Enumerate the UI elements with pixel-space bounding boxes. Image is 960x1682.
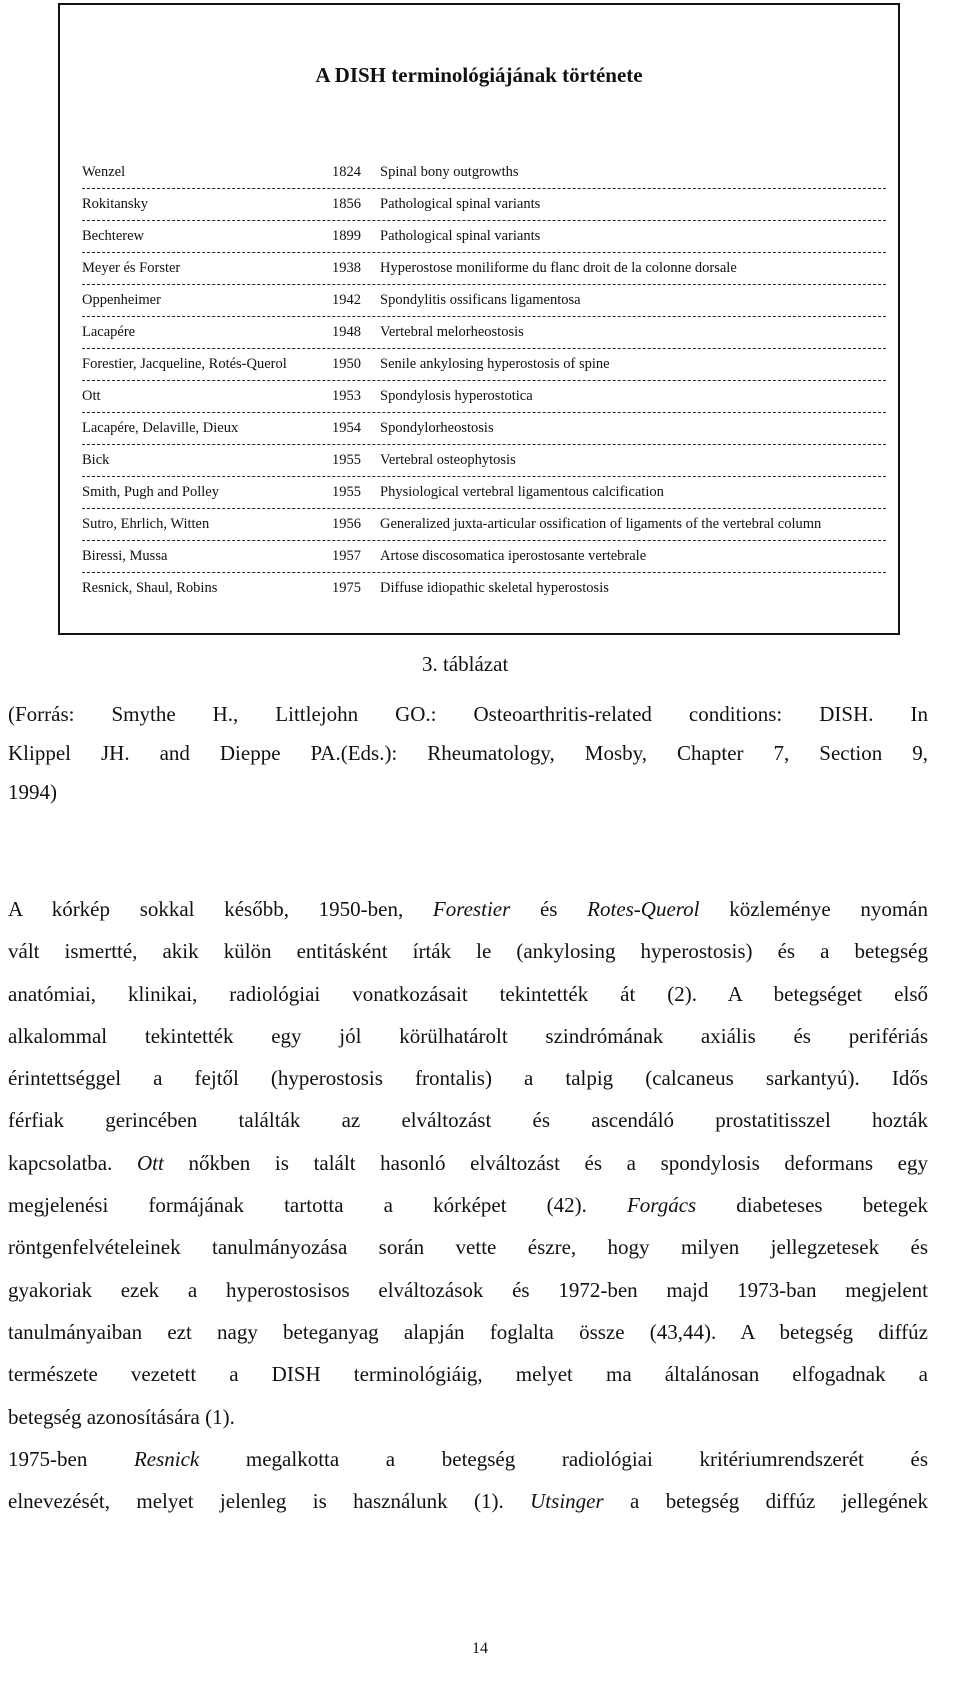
author-cell: Lacapére, Delaville, Dieux bbox=[82, 420, 239, 436]
text-line: kapcsolatba. Ott nőkben is talált hasonló elváltozást és a spondylosis deformans egy bbox=[8, 1150, 929, 1175]
author-cell: Rokitansky bbox=[82, 196, 149, 212]
page-number: 14 bbox=[472, 1640, 488, 1657]
table-row bbox=[82, 189, 886, 221]
table-row bbox=[82, 445, 886, 477]
table-row bbox=[82, 509, 886, 541]
author-name: Utsinger bbox=[530, 1489, 604, 1514]
table-row bbox=[82, 221, 886, 253]
text-line: röntgenfelvételeinek tanulmányozása során vette észre, hogy milyen jellegzetesek és bbox=[8, 1235, 928, 1260]
table-row bbox=[82, 285, 886, 317]
year-cell: 1942 bbox=[332, 292, 361, 308]
text-line: anatómiai, klinikai, radiológiai vonatkozásait tekintették át (2). A betegséget első bbox=[8, 981, 928, 1006]
year-cell: 1975 bbox=[332, 580, 361, 596]
author-name: Rotes-Querol bbox=[587, 897, 700, 921]
body-text bbox=[8, 888, 928, 1522]
term-cell: Pathological spinal variants bbox=[380, 228, 541, 244]
term-cell: Spondylitis ossificans ligamentosa bbox=[380, 292, 581, 308]
author-cell: Oppenheimer bbox=[82, 292, 161, 308]
text-line: elnevezését, melyet jelenleg is használunk (1). Utsinger a betegség diffúz jellegének bbox=[8, 1489, 929, 1514]
text-line: tanulmányaiban ezt nagy beteganyag alapján foglalta össze (43,44). A betegség diffúz bbox=[8, 1319, 928, 1344]
author-cell: Sutro, Ehrlich, Witten bbox=[82, 516, 210, 532]
term-cell: Spondylosis hyperostotica bbox=[380, 388, 533, 404]
year-cell: 1824 bbox=[332, 164, 361, 180]
year-cell: 1955 bbox=[332, 452, 361, 468]
text-line: megjelenési formájának tartotta a kórképet (42). Forgács diabeteses betegek bbox=[8, 1193, 928, 1218]
term-cell: Vertebral osteophytosis bbox=[380, 452, 516, 468]
author-cell: Meyer és Forster bbox=[82, 260, 181, 276]
year-cell: 1856 bbox=[332, 196, 361, 212]
table-row bbox=[82, 413, 886, 445]
year-cell: 1955 bbox=[332, 484, 361, 500]
author-cell: Biressi, Mussa bbox=[82, 548, 168, 564]
term-cell: Senile ankylosing hyperostosis of spine bbox=[380, 356, 610, 372]
author-name: Resnick bbox=[133, 1446, 200, 1471]
term-cell: Generalized juxta-articular ossification of ligaments of the vertebral column bbox=[380, 516, 822, 532]
term-cell: Physiological vertebral ligamentous calcification bbox=[380, 484, 664, 500]
paragraph-1 bbox=[8, 888, 928, 1438]
term-cell: Artose discosomatica iperostosante vertebrale bbox=[380, 548, 647, 564]
year-cell: 1948 bbox=[332, 324, 361, 340]
table-row bbox=[82, 349, 886, 381]
author-cell: Resnick, Shaul, Robins bbox=[82, 580, 218, 596]
table-row bbox=[82, 253, 886, 285]
author-cell: Bechterew bbox=[82, 228, 144, 244]
table-row bbox=[82, 573, 886, 605]
year-cell: 1954 bbox=[332, 420, 361, 436]
year-cell: 1950 bbox=[332, 356, 361, 372]
source-line: (Forrás: Smythe H., Littlejohn GO.: Osteoarthritis-related conditions: DISH. In bbox=[8, 702, 928, 726]
author-cell: Lacapére bbox=[82, 324, 136, 340]
terminology-table bbox=[82, 157, 886, 605]
author-name: Forestier bbox=[432, 897, 511, 921]
author-cell: Smith, Pugh and Polley bbox=[82, 484, 219, 500]
author-cell: Wenzel bbox=[82, 164, 126, 180]
term-cell: Spondylorheostosis bbox=[380, 420, 494, 436]
table-row bbox=[82, 381, 886, 413]
year-cell: 1953 bbox=[332, 388, 361, 404]
text-line: természete vezetett a DISH terminológiáig, melyet ma általánosan elfogadnak a bbox=[8, 1362, 928, 1387]
paragraph-2 bbox=[8, 1438, 928, 1523]
author-cell: Ott bbox=[82, 388, 101, 404]
table-row bbox=[82, 317, 886, 349]
term-cell: Pathological spinal variants bbox=[380, 196, 541, 212]
table-caption: 3. táblázat bbox=[422, 652, 509, 676]
author-name: Forgács bbox=[626, 1193, 697, 1218]
year-cell: 1938 bbox=[332, 260, 361, 276]
table-row bbox=[82, 477, 886, 509]
text-line: alkalommal tekintették egy jól körülhatárolt szindrómának axiális és perifériás bbox=[8, 1023, 928, 1048]
table-row bbox=[82, 541, 886, 573]
author-cell: Forestier, Jacqueline, Rotés-Querol bbox=[82, 356, 287, 372]
author-name: Ott bbox=[137, 1150, 164, 1175]
year-cell: 1957 bbox=[332, 548, 361, 564]
year-cell: 1899 bbox=[332, 228, 361, 244]
text-line: vált ismertté, akik külön entitásként írták le (ankylosing hyperostosis) és a betegség bbox=[8, 939, 928, 964]
term-cell: Spinal bony outgrowths bbox=[380, 164, 519, 180]
table-title: A DISH terminológiájának története bbox=[315, 63, 643, 87]
source-line: Klippel JH. and Dieppe PA.(Eds.): Rheumatology, Mosby, Chapter 7, Section 9, bbox=[8, 741, 928, 765]
table-frame bbox=[58, 3, 900, 635]
text-line: betegség azonosítására (1). bbox=[8, 1404, 235, 1429]
text-line: A kórkép sokkal később, 1950-ben, Forestier és Rotes-Querol közleménye nyomán bbox=[8, 897, 929, 921]
author-cell: Bick bbox=[82, 452, 110, 468]
table-source bbox=[8, 695, 928, 812]
year-cell: 1956 bbox=[332, 516, 361, 532]
term-cell: Diffuse idiopathic skeletal hyperostosis bbox=[380, 580, 609, 596]
source-line: 1994) bbox=[8, 780, 57, 804]
text-line: férfiak gerincében találták az elváltozást és ascendáló prostatitisszel hozták bbox=[8, 1108, 928, 1133]
text-line: érintettséggel a fejtől (hyperostosis frontalis) a talpig (calcaneus sarkantyú). Idős bbox=[8, 1066, 928, 1091]
term-cell: Hyperostose moniliforme du flanc droit de la colonne dorsale bbox=[380, 260, 737, 276]
text-line: gyakoriak ezek a hyperostosisos elváltozások és 1972-ben majd 1973-ban megjelent bbox=[8, 1277, 928, 1302]
term-cell: Vertebral melorheostosis bbox=[380, 324, 524, 340]
text-line: 1975-ben Resnick megalkotta a betegség radiológiai kritériumrendszerét és bbox=[8, 1446, 928, 1471]
table-row bbox=[82, 157, 886, 189]
